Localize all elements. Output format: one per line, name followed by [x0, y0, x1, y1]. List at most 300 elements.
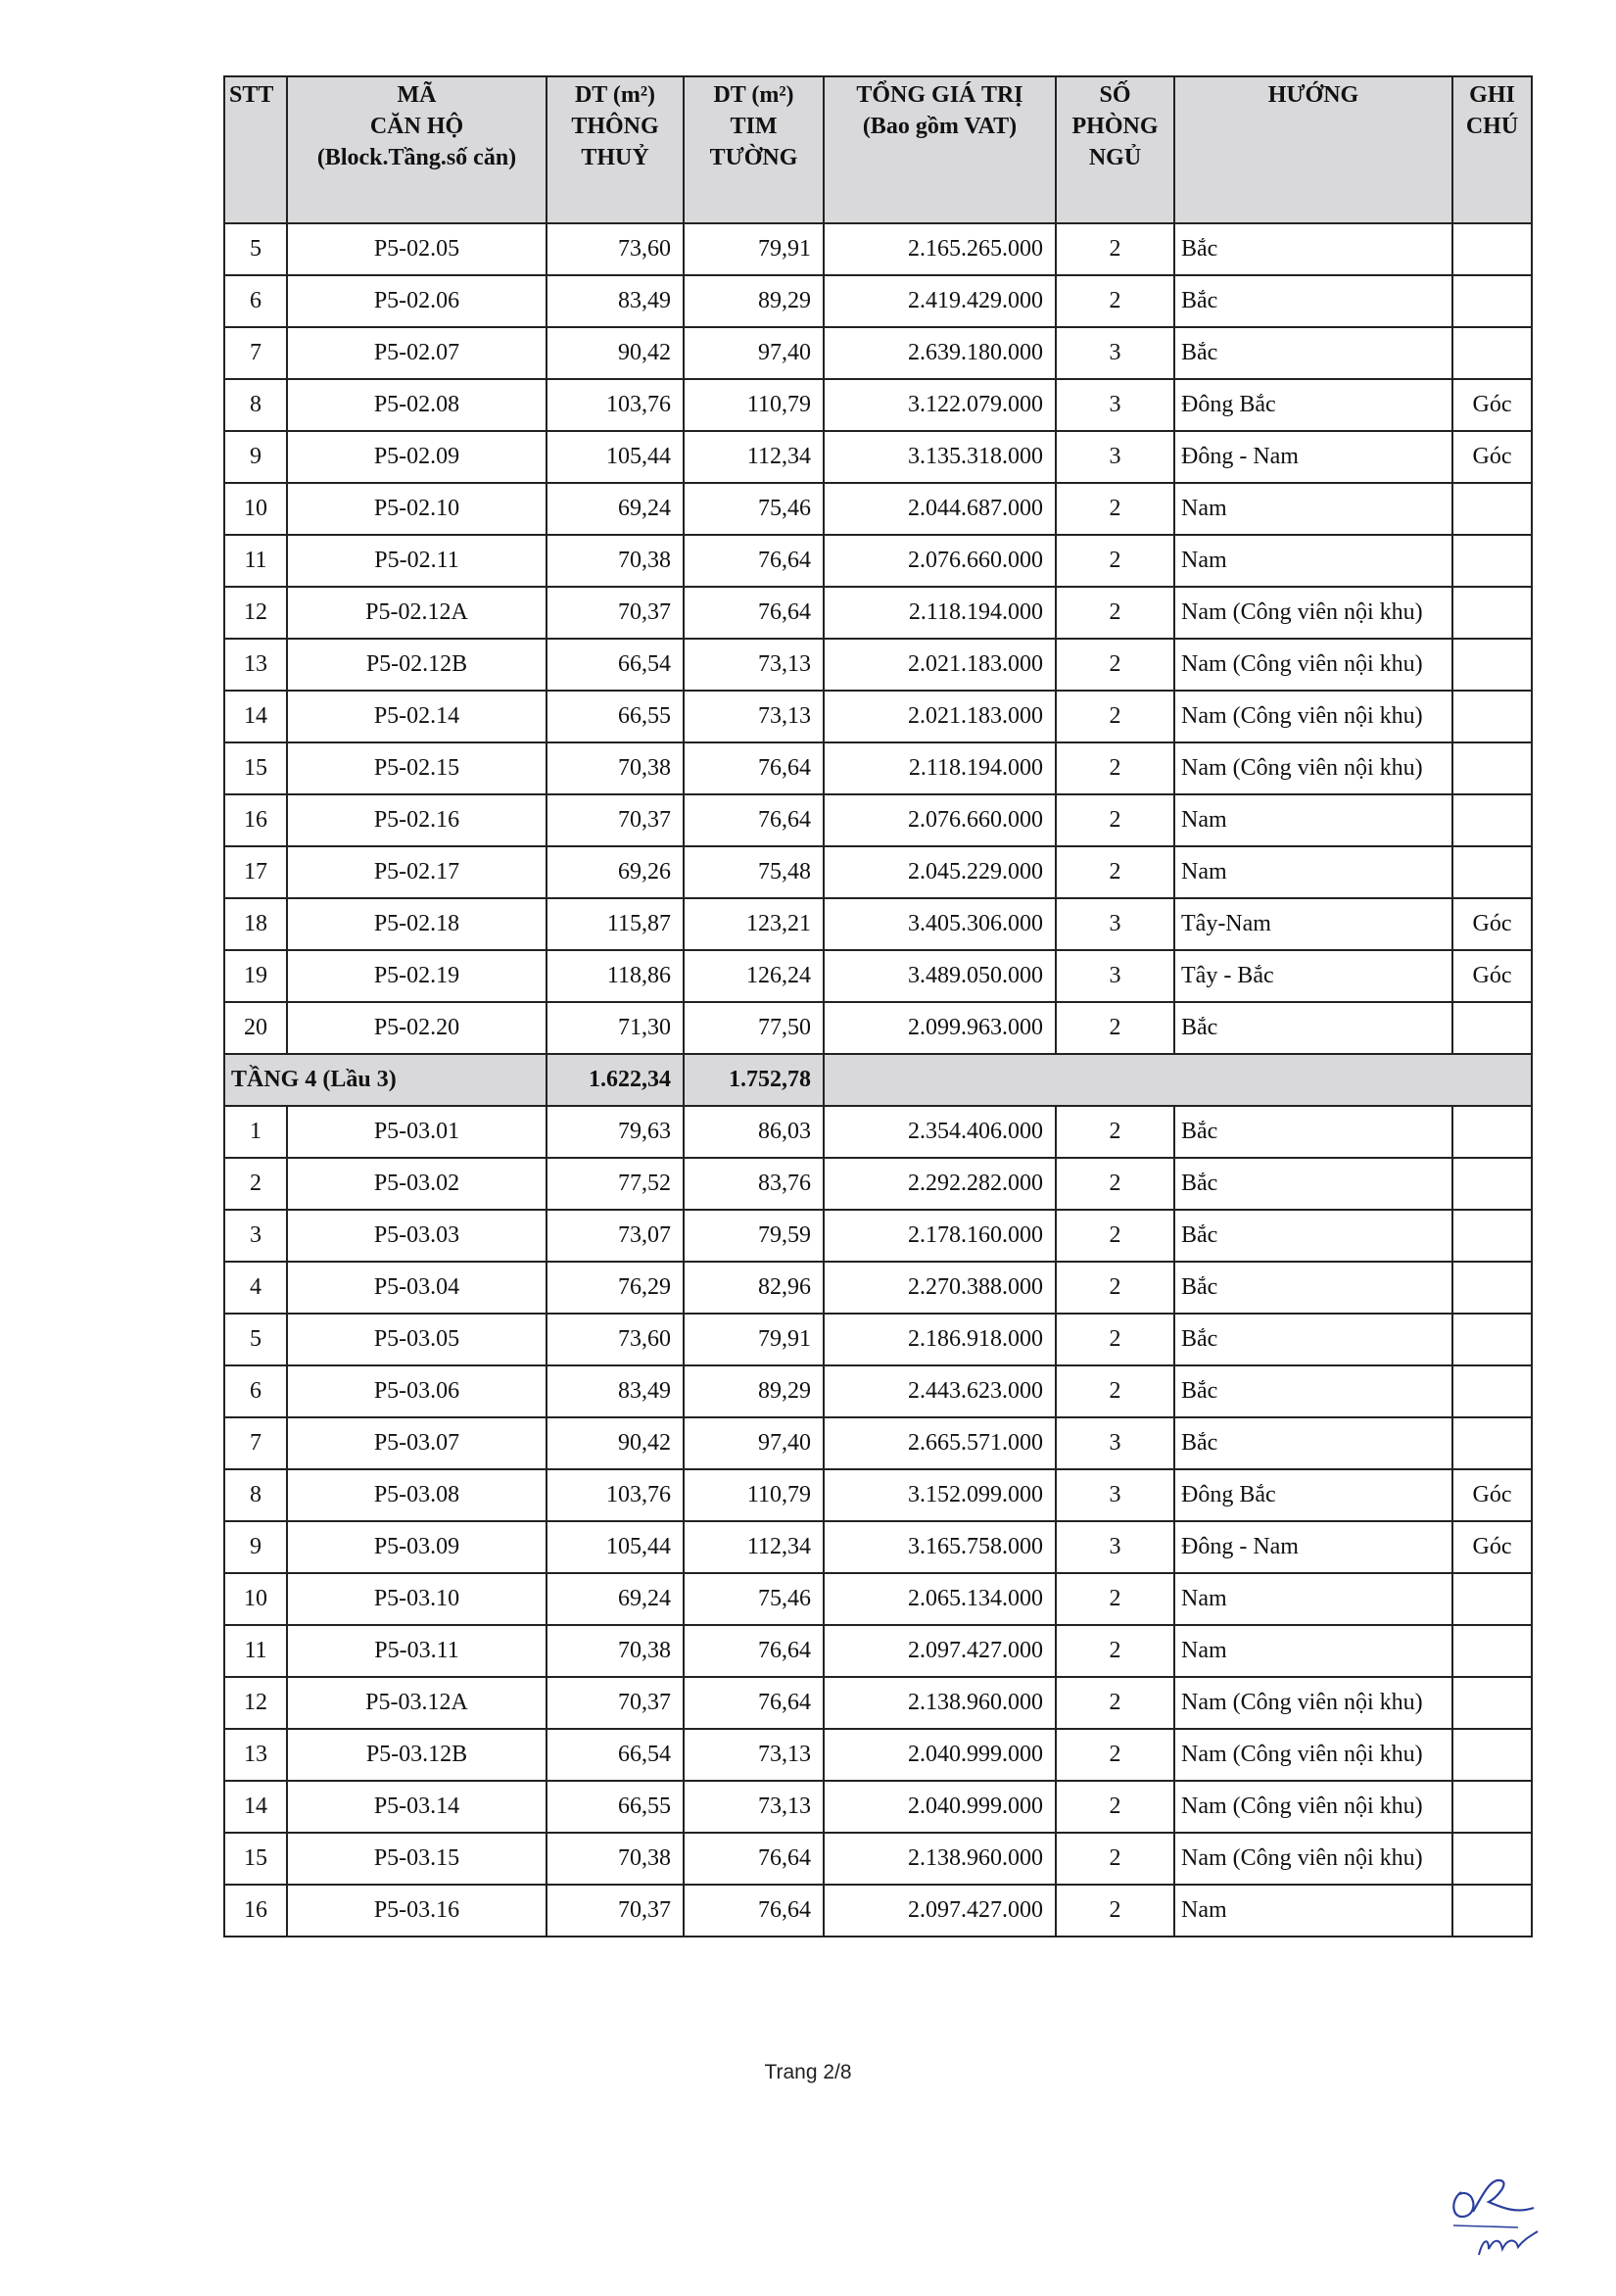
header-line: MÃ [397, 82, 437, 108]
cell-bedrooms: 2 [1056, 742, 1174, 794]
table-row [224, 1417, 1532, 1469]
cell-note: Góc [1452, 431, 1532, 483]
table-row [224, 1521, 1532, 1573]
cell-direction: Nam (Công viên nội khu) [1174, 639, 1452, 691]
cell-area-gross: 110,79 [684, 1469, 824, 1521]
table-row [224, 223, 1532, 275]
cell-price: 2.419.429.000 [824, 275, 1056, 327]
cell-area-gross: 89,29 [684, 1365, 824, 1417]
cell-code: P5-03.16 [287, 1885, 547, 1937]
cell-note [1452, 1210, 1532, 1262]
cell-code: P5-02.07 [287, 327, 547, 379]
cell-note: Góc [1452, 379, 1532, 431]
cell-price: 3.405.306.000 [824, 898, 1056, 950]
cell-stt: 11 [224, 1625, 287, 1677]
cell-area-net: 105,44 [547, 1521, 684, 1573]
cell-direction: Nam [1174, 1625, 1452, 1677]
cell-area-net: 70,37 [547, 1885, 684, 1937]
cell-area-net: 79,63 [547, 1106, 684, 1158]
cell-area-net: 71,30 [547, 1002, 684, 1054]
cell-price: 2.097.427.000 [824, 1625, 1056, 1677]
cell-price: 2.045.229.000 [824, 846, 1056, 898]
cell-direction: Bắc [1174, 327, 1452, 379]
cell-area-gross: 126,24 [684, 950, 824, 1002]
cell-code: P5-03.11 [287, 1625, 547, 1677]
cell-price: 3.489.050.000 [824, 950, 1056, 1002]
cell-bedrooms: 3 [1056, 1417, 1174, 1469]
cell-stt: 14 [224, 691, 287, 742]
cell-note [1452, 794, 1532, 846]
table-row [224, 1781, 1532, 1833]
cell-bedrooms: 2 [1056, 1314, 1174, 1365]
cell-area-gross: 79,91 [684, 1314, 824, 1365]
cell-direction: Nam [1174, 1573, 1452, 1625]
cell-price: 3.165.758.000 [824, 1521, 1056, 1573]
floor4-rows [224, 1106, 1532, 1937]
cell-code: P5-03.01 [287, 1106, 547, 1158]
cell-area-net: 66,55 [547, 691, 684, 742]
cell-bedrooms: 3 [1056, 379, 1174, 431]
cell-bedrooms: 2 [1056, 1262, 1174, 1314]
cell-price: 2.354.406.000 [824, 1106, 1056, 1158]
cell-area-gross: 76,64 [684, 742, 824, 794]
cell-area-gross: 79,91 [684, 223, 824, 275]
cell-direction: Nam [1174, 535, 1452, 587]
cell-code: P5-02.20 [287, 1002, 547, 1054]
cell-stt: 10 [224, 483, 287, 535]
header-line: STT [229, 82, 274, 108]
cell-area-net: 70,38 [547, 535, 684, 587]
cell-bedrooms: 2 [1056, 535, 1174, 587]
section-row-floor4 [224, 1054, 1532, 1106]
table-row [224, 639, 1532, 691]
cell-area-gross: 73,13 [684, 1781, 824, 1833]
table-row [224, 1210, 1532, 1262]
cell-code: P5-03.08 [287, 1469, 547, 1521]
cell-note [1452, 1833, 1532, 1885]
cell-code: P5-03.12A [287, 1677, 547, 1729]
cell-area-gross: 75,46 [684, 483, 824, 535]
cell-note [1452, 1885, 1532, 1937]
col-header-code [287, 76, 547, 223]
cell-stt: 5 [224, 223, 287, 275]
cell-note [1452, 483, 1532, 535]
cell-direction: Bắc [1174, 1314, 1452, 1365]
cell-stt: 10 [224, 1573, 287, 1625]
cell-price: 2.065.134.000 [824, 1573, 1056, 1625]
cell-stt: 12 [224, 1677, 287, 1729]
cell-price: 2.097.427.000 [824, 1885, 1056, 1937]
cell-note: Góc [1452, 950, 1532, 1002]
cell-stt: 8 [224, 379, 287, 431]
cell-note [1452, 327, 1532, 379]
table-row [224, 1262, 1532, 1314]
cell-direction: Bắc [1174, 1210, 1452, 1262]
section-filler [824, 1054, 1532, 1106]
cell-direction: Đông - Nam [1174, 1521, 1452, 1573]
cell-note [1452, 1625, 1532, 1677]
cell-code: P5-02.18 [287, 898, 547, 950]
cell-direction: Bắc [1174, 1262, 1452, 1314]
table-row [224, 431, 1532, 483]
cell-area-gross: 76,64 [684, 535, 824, 587]
cell-note [1452, 742, 1532, 794]
cell-code: P5-02.11 [287, 535, 547, 587]
table-row [224, 846, 1532, 898]
header-line: SỐ [1099, 82, 1131, 108]
cell-stt: 11 [224, 535, 287, 587]
cell-area-net: 69,26 [547, 846, 684, 898]
cell-stt: 16 [224, 1885, 287, 1937]
cell-note [1452, 587, 1532, 639]
cell-stt: 2 [224, 1158, 287, 1210]
cell-stt: 7 [224, 1417, 287, 1469]
table-row [224, 1833, 1532, 1885]
cell-area-net: 70,37 [547, 587, 684, 639]
cell-area-net: 103,76 [547, 1469, 684, 1521]
cell-note [1452, 1417, 1532, 1469]
cell-stt: 12 [224, 587, 287, 639]
header-line: PHÒNG [1071, 114, 1159, 139]
cell-area-gross: 73,13 [684, 691, 824, 742]
cell-stt: 15 [224, 742, 287, 794]
cell-code: P5-03.06 [287, 1365, 547, 1417]
cell-area-gross: 76,64 [684, 587, 824, 639]
cell-price: 2.443.623.000 [824, 1365, 1056, 1417]
cell-area-net: 69,24 [547, 483, 684, 535]
cell-bedrooms: 2 [1056, 223, 1174, 275]
cell-area-net: 70,38 [547, 742, 684, 794]
cell-bedrooms: 2 [1056, 275, 1174, 327]
cell-stt: 3 [224, 1210, 287, 1262]
cell-price: 2.021.183.000 [824, 691, 1056, 742]
cell-direction: Bắc [1174, 275, 1452, 327]
cell-direction: Bắc [1174, 1365, 1452, 1417]
section-label: TẦNG 4 (Lầu 3) [224, 1054, 547, 1106]
cell-bedrooms: 2 [1056, 1729, 1174, 1781]
apartment-price-table [223, 75, 1533, 1937]
cell-bedrooms: 2 [1056, 1210, 1174, 1262]
cell-direction: Bắc [1174, 1158, 1452, 1210]
cell-area-net: 115,87 [547, 898, 684, 950]
cell-price: 2.639.180.000 [824, 327, 1056, 379]
cell-stt: 1 [224, 1106, 287, 1158]
cell-code: P5-03.05 [287, 1314, 547, 1365]
header-line: TIM [730, 114, 778, 139]
cell-area-net: 73,60 [547, 1314, 684, 1365]
cell-area-net: 105,44 [547, 431, 684, 483]
cell-bedrooms: 3 [1056, 431, 1174, 483]
header-line: GHI [1469, 82, 1515, 108]
cell-stt: 13 [224, 1729, 287, 1781]
cell-stt: 16 [224, 794, 287, 846]
cell-bedrooms: 3 [1056, 1521, 1174, 1573]
cell-bedrooms: 3 [1056, 898, 1174, 950]
cell-code: P5-03.02 [287, 1158, 547, 1210]
cell-bedrooms: 2 [1056, 483, 1174, 535]
cell-area-gross: 97,40 [684, 327, 824, 379]
cell-bedrooms: 2 [1056, 691, 1174, 742]
header-line: CHÚ [1465, 114, 1519, 139]
cell-note [1452, 846, 1532, 898]
cell-bedrooms: 3 [1056, 1469, 1174, 1521]
cell-code: P5-03.07 [287, 1417, 547, 1469]
cell-area-gross: 76,64 [684, 1833, 824, 1885]
cell-stt: 15 [224, 1833, 287, 1885]
cell-price: 2.076.660.000 [824, 794, 1056, 846]
cell-bedrooms: 2 [1056, 1573, 1174, 1625]
floor3-rows [224, 223, 1532, 1054]
cell-area-net: 118,86 [547, 950, 684, 1002]
cell-note: Góc [1452, 1469, 1532, 1521]
header-line: DT (m²) [713, 82, 794, 108]
cell-note [1452, 1262, 1532, 1314]
cell-bedrooms: 2 [1056, 587, 1174, 639]
cell-code: P5-02.17 [287, 846, 547, 898]
cell-area-gross: 76,64 [684, 1625, 824, 1677]
cell-price: 2.165.265.000 [824, 223, 1056, 275]
col-header-area-net [547, 76, 684, 223]
table-header [224, 76, 1532, 223]
table-row [224, 379, 1532, 431]
header-line: TƯỜNG [709, 145, 798, 170]
cell-area-gross: 76,64 [684, 1677, 824, 1729]
cell-price: 2.044.687.000 [824, 483, 1056, 535]
cell-code: P5-02.09 [287, 431, 547, 483]
section-gross-total: 1.752,78 [684, 1054, 824, 1106]
cell-area-gross: 75,48 [684, 846, 824, 898]
cell-area-gross: 76,64 [684, 1885, 824, 1937]
cell-note [1452, 223, 1532, 275]
cell-area-gross: 82,96 [684, 1262, 824, 1314]
cell-note [1452, 1106, 1532, 1158]
cell-area-gross: 83,76 [684, 1158, 824, 1210]
table-row [224, 742, 1532, 794]
cell-price: 2.021.183.000 [824, 639, 1056, 691]
cell-direction: Nam (Công viên nội khu) [1174, 587, 1452, 639]
cell-area-net: 73,60 [547, 223, 684, 275]
cell-direction: Nam (Công viên nội khu) [1174, 691, 1452, 742]
cell-direction: Nam [1174, 1885, 1452, 1937]
table-row [224, 535, 1532, 587]
cell-stt: 6 [224, 275, 287, 327]
cell-code: P5-02.19 [287, 950, 547, 1002]
col-header-direction [1174, 76, 1452, 223]
cell-code: P5-03.14 [287, 1781, 547, 1833]
cell-code: P5-03.10 [287, 1573, 547, 1625]
cell-area-gross: 79,59 [684, 1210, 824, 1262]
table-row [224, 1002, 1532, 1054]
cell-price: 2.270.388.000 [824, 1262, 1056, 1314]
cell-price: 2.040.999.000 [824, 1729, 1056, 1781]
cell-area-gross: 112,34 [684, 431, 824, 483]
cell-price: 2.076.660.000 [824, 535, 1056, 587]
header-line: THÔNG [571, 114, 659, 139]
cell-note: Góc [1452, 898, 1532, 950]
cell-direction: Nam (Công viên nội khu) [1174, 1781, 1452, 1833]
cell-code: P5-03.15 [287, 1833, 547, 1885]
table-row [224, 794, 1532, 846]
cell-bedrooms: 2 [1056, 1677, 1174, 1729]
cell-area-net: 70,38 [547, 1833, 684, 1885]
cell-area-net: 83,49 [547, 275, 684, 327]
cell-note [1452, 535, 1532, 587]
header-line: CĂN HỘ [369, 114, 464, 139]
cell-code: P5-02.16 [287, 794, 547, 846]
cell-area-net: 90,42 [547, 1417, 684, 1469]
cell-area-gross: 89,29 [684, 275, 824, 327]
cell-area-net: 90,42 [547, 327, 684, 379]
cell-note [1452, 1573, 1532, 1625]
cell-area-net: 66,54 [547, 1729, 684, 1781]
cell-direction: Nam (Công viên nội khu) [1174, 742, 1452, 794]
floor4-section [224, 1054, 1532, 1106]
cell-area-gross: 110,79 [684, 379, 824, 431]
cell-price: 2.138.960.000 [824, 1833, 1056, 1885]
cell-area-net: 66,54 [547, 639, 684, 691]
table-row [224, 587, 1532, 639]
cell-direction: Nam (Công viên nội khu) [1174, 1729, 1452, 1781]
cell-direction: Đông Bắc [1174, 379, 1452, 431]
col-header-stt [224, 76, 287, 223]
cell-price: 2.665.571.000 [824, 1417, 1056, 1469]
cell-bedrooms: 2 [1056, 1625, 1174, 1677]
cell-bedrooms: 2 [1056, 1365, 1174, 1417]
cell-bedrooms: 2 [1056, 794, 1174, 846]
cell-price: 2.186.918.000 [824, 1314, 1056, 1365]
cell-price: 2.040.999.000 [824, 1781, 1056, 1833]
cell-area-net: 76,29 [547, 1262, 684, 1314]
handwritten-signature [1440, 2165, 1567, 2263]
cell-code: P5-03.03 [287, 1210, 547, 1262]
table-row [224, 1106, 1532, 1158]
table-row [224, 1469, 1532, 1521]
cell-direction: Tây-Nam [1174, 898, 1452, 950]
cell-direction: Bắc [1174, 223, 1452, 275]
cell-bedrooms: 2 [1056, 639, 1174, 691]
cell-area-gross: 73,13 [684, 639, 824, 691]
cell-price: 3.135.318.000 [824, 431, 1056, 483]
col-header-price [824, 76, 1056, 223]
cell-note [1452, 639, 1532, 691]
col-header-area-gross [684, 76, 824, 223]
cell-direction: Nam (Công viên nội khu) [1174, 1677, 1452, 1729]
cell-stt: 14 [224, 1781, 287, 1833]
cell-code: P5-03.09 [287, 1521, 547, 1573]
table-row [224, 950, 1532, 1002]
table-row [224, 327, 1532, 379]
cell-note [1452, 1314, 1532, 1365]
cell-direction: Bắc [1174, 1417, 1452, 1469]
cell-note: Góc [1452, 1521, 1532, 1573]
cell-area-net: 83,49 [547, 1365, 684, 1417]
cell-bedrooms: 2 [1056, 1158, 1174, 1210]
cell-price: 2.138.960.000 [824, 1677, 1056, 1729]
cell-stt: 7 [224, 327, 287, 379]
header-line: DT (m²) [574, 82, 656, 108]
cell-stt: 20 [224, 1002, 287, 1054]
cell-stt: 19 [224, 950, 287, 1002]
cell-stt: 9 [224, 1521, 287, 1573]
col-header-note [1452, 76, 1532, 223]
cell-bedrooms: 2 [1056, 1002, 1174, 1054]
cell-bedrooms: 2 [1056, 1885, 1174, 1937]
cell-stt: 4 [224, 1262, 287, 1314]
cell-price: 3.152.099.000 [824, 1469, 1056, 1521]
cell-note [1452, 1365, 1532, 1417]
cell-direction: Đông - Nam [1174, 431, 1452, 483]
cell-area-gross: 86,03 [684, 1106, 824, 1158]
cell-code: P5-02.15 [287, 742, 547, 794]
cell-note [1452, 275, 1532, 327]
cell-code: P5-02.05 [287, 223, 547, 275]
header-line: TỔNG GIÁ TRỊ [856, 82, 1023, 108]
cell-area-net: 103,76 [547, 379, 684, 431]
table-row [224, 1677, 1532, 1729]
cell-stt: 18 [224, 898, 287, 950]
table-row [224, 1885, 1532, 1937]
table-row [224, 1314, 1532, 1365]
header-line: HƯỚNG [1267, 82, 1359, 108]
table-row [224, 691, 1532, 742]
cell-code: P5-02.10 [287, 483, 547, 535]
cell-direction: Nam (Công viên nội khu) [1174, 1833, 1452, 1885]
cell-area-net: 66,55 [547, 1781, 684, 1833]
cell-area-net: 70,37 [547, 794, 684, 846]
cell-area-net: 73,07 [547, 1210, 684, 1262]
cell-direction: Bắc [1174, 1002, 1452, 1054]
cell-area-net: 69,24 [547, 1573, 684, 1625]
cell-direction: Đông Bắc [1174, 1469, 1452, 1521]
cell-price: 2.292.282.000 [824, 1158, 1056, 1210]
cell-direction: Nam [1174, 846, 1452, 898]
cell-note [1452, 1158, 1532, 1210]
cell-stt: 6 [224, 1365, 287, 1417]
cell-bedrooms: 3 [1056, 327, 1174, 379]
cell-price: 3.122.079.000 [824, 379, 1056, 431]
cell-bedrooms: 2 [1056, 846, 1174, 898]
cell-bedrooms: 2 [1056, 1781, 1174, 1833]
cell-price: 2.118.194.000 [824, 587, 1056, 639]
table-row [224, 1625, 1532, 1677]
cell-area-net: 70,38 [547, 1625, 684, 1677]
cell-code: P5-03.04 [287, 1262, 547, 1314]
col-header-bedrooms [1056, 76, 1174, 223]
table-row [224, 483, 1532, 535]
table-row [224, 898, 1532, 950]
cell-area-gross: 75,46 [684, 1573, 824, 1625]
cell-direction: Bắc [1174, 1106, 1452, 1158]
table-row [224, 275, 1532, 327]
table-row [224, 1158, 1532, 1210]
header-line: (Block.Tầng.số căn) [316, 145, 517, 170]
header-line: (Bao gồm VAT) [862, 114, 1018, 139]
cell-area-gross: 73,13 [684, 1729, 824, 1781]
cell-code: P5-02.12B [287, 639, 547, 691]
cell-stt: 5 [224, 1314, 287, 1365]
cell-stt: 9 [224, 431, 287, 483]
cell-direction: Nam [1174, 794, 1452, 846]
table-row [224, 1573, 1532, 1625]
table-row [224, 1729, 1532, 1781]
cell-direction: Nam [1174, 483, 1452, 535]
cell-note [1452, 1781, 1532, 1833]
cell-area-gross: 77,50 [684, 1002, 824, 1054]
cell-code: P5-02.08 [287, 379, 547, 431]
cell-note [1452, 1729, 1532, 1781]
cell-bedrooms: 2 [1056, 1106, 1174, 1158]
cell-stt: 8 [224, 1469, 287, 1521]
